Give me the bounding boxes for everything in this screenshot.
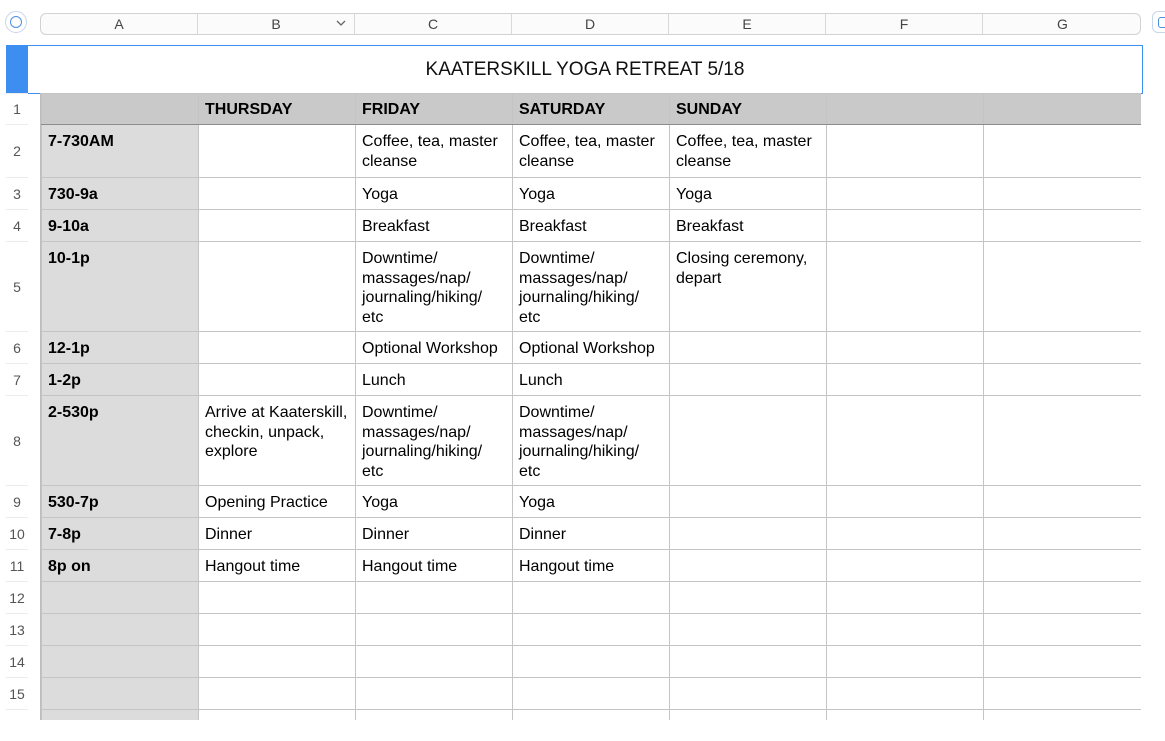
- row-number[interactable]: [6, 709, 28, 741]
- column-header-ruler: [40, 13, 1141, 35]
- schedule-cell[interactable]: Hangout time: [199, 550, 356, 582]
- schedule-cell[interactable]: [984, 332, 1142, 364]
- schedule-cell[interactable]: [984, 125, 1142, 178]
- table-row: [42, 125, 1142, 178]
- title-row-selector[interactable]: [6, 45, 28, 93]
- table-row: [42, 518, 1142, 550]
- schedule-cell[interactable]: [827, 518, 984, 550]
- schedule-cell[interactable]: Lunch: [356, 364, 513, 396]
- schedule-cell[interactable]: Yoga: [356, 486, 513, 518]
- schedule-cell[interactable]: [199, 364, 356, 396]
- schedule-cell[interactable]: Breakfast: [670, 210, 827, 242]
- table-select-button[interactable]: [5, 11, 27, 33]
- schedule-cell[interactable]: Lunch: [513, 364, 670, 396]
- circle-icon: [10, 16, 22, 28]
- schedule-cell[interactable]: Downtime/ massages/nap/ journaling/hiking/ etc: [356, 396, 513, 486]
- schedule-cell[interactable]: [670, 550, 827, 582]
- schedule-cell[interactable]: [827, 178, 984, 210]
- row-number[interactable]: 12: [6, 581, 28, 613]
- schedule-cell[interactable]: [513, 646, 670, 678]
- schedule-cell[interactable]: [984, 678, 1142, 710]
- day-header-cell[interactable]: [984, 94, 1142, 125]
- schedule-cell[interactable]: [199, 582, 356, 614]
- schedule-cell[interactable]: Dinner: [513, 518, 670, 550]
- time-slot-cell[interactable]: 530-7p: [42, 486, 199, 518]
- schedule-cell[interactable]: [827, 364, 984, 396]
- time-slot-cell[interactable]: [42, 710, 199, 721]
- schedule-table: [41, 93, 1141, 720]
- table-row: [42, 242, 1142, 332]
- row-number[interactable]: 11: [6, 549, 28, 581]
- schedule-cell[interactable]: [827, 678, 984, 710]
- schedule-cell[interactable]: [513, 710, 670, 721]
- header-row: [42, 94, 1142, 125]
- table-row: [42, 678, 1142, 710]
- schedule-cell[interactable]: [984, 550, 1142, 582]
- schedule-cell[interactable]: [984, 242, 1142, 332]
- schedule-cell[interactable]: [827, 486, 984, 518]
- spreadsheet-grid: [40, 93, 1141, 720]
- schedule-cell[interactable]: [984, 210, 1142, 242]
- schedule-cell[interactable]: Opening Practice: [199, 486, 356, 518]
- schedule-cell[interactable]: [199, 332, 356, 364]
- table-row: [42, 710, 1142, 721]
- schedule-cell[interactable]: [984, 396, 1142, 486]
- schedule-cell[interactable]: [513, 582, 670, 614]
- row-number[interactable]: 13: [6, 613, 28, 645]
- time-slot-cell[interactable]: 12-1p: [42, 332, 199, 364]
- row-number[interactable]: 7: [6, 363, 28, 395]
- schedule-cell[interactable]: [670, 678, 827, 710]
- schedule-cell[interactable]: [827, 242, 984, 332]
- schedule-cell[interactable]: [670, 614, 827, 646]
- time-slot-cell[interactable]: 730-9a: [42, 178, 199, 210]
- schedule-cell[interactable]: Dinner: [356, 518, 513, 550]
- table-row: [42, 332, 1142, 364]
- schedule-cell[interactable]: [670, 710, 827, 721]
- schedule-cell[interactable]: [356, 646, 513, 678]
- table-row: [42, 550, 1142, 582]
- day-header-cell[interactable]: SUNDAY: [670, 94, 827, 125]
- table-row: [42, 614, 1142, 646]
- schedule-cell[interactable]: [827, 710, 984, 721]
- day-header-cell[interactable]: THURSDAY: [199, 94, 356, 125]
- schedule-cell[interactable]: [827, 550, 984, 582]
- schedule-cell[interactable]: [984, 614, 1142, 646]
- schedule-cell[interactable]: [356, 678, 513, 710]
- schedule-cell[interactable]: Optional Workshop: [356, 332, 513, 364]
- row-number[interactable]: 15: [6, 677, 28, 709]
- time-slot-cell[interactable]: 7-8p: [42, 518, 199, 550]
- table-row: [42, 178, 1142, 210]
- schedule-cell[interactable]: [199, 646, 356, 678]
- table-row: [42, 210, 1142, 242]
- time-slot-cell[interactable]: 1-2p: [42, 364, 199, 396]
- schedule-cell[interactable]: [670, 486, 827, 518]
- column-header-f[interactable]: F: [826, 14, 983, 34]
- schedule-cell[interactable]: [827, 396, 984, 486]
- chevron-down-icon[interactable]: [335, 17, 347, 29]
- schedule-cell[interactable]: [984, 582, 1142, 614]
- time-slot-cell[interactable]: 2-530p: [42, 396, 199, 486]
- schedule-cell[interactable]: [670, 518, 827, 550]
- schedule-cell[interactable]: Downtime/ massages/nap/ journaling/hiking/ etc: [513, 396, 670, 486]
- schedule-cell[interactable]: [356, 614, 513, 646]
- schedule-cell[interactable]: [984, 710, 1142, 721]
- schedule-cell[interactable]: Closing ceremony, depart: [670, 242, 827, 332]
- table-options-button[interactable]: [1152, 11, 1165, 33]
- row-number[interactable]: 6: [6, 331, 28, 363]
- schedule-cell[interactable]: [199, 678, 356, 710]
- schedule-cell[interactable]: Downtime/ massages/nap/ journaling/hiking/ etc: [356, 242, 513, 332]
- schedule-cell[interactable]: [199, 710, 356, 721]
- schedule-cell[interactable]: [199, 614, 356, 646]
- schedule-cell[interactable]: [199, 178, 356, 210]
- schedule-cell[interactable]: [827, 582, 984, 614]
- schedule-cell[interactable]: Dinner: [199, 518, 356, 550]
- schedule-cell[interactable]: [984, 364, 1142, 396]
- schedule-cell[interactable]: [199, 242, 356, 332]
- table-row: [42, 396, 1142, 486]
- rounded-square-icon: [1158, 17, 1165, 28]
- schedule-cell[interactable]: Coffee, tea, master cleanse: [670, 125, 827, 178]
- schedule-cell[interactable]: [984, 518, 1142, 550]
- day-header-cell[interactable]: SATURDAY: [513, 94, 670, 125]
- time-slot-cell[interactable]: 7-730AM: [42, 125, 199, 178]
- column-header-g[interactable]: G: [1057, 16, 1068, 32]
- schedule-cell[interactable]: [827, 646, 984, 678]
- schedule-cell[interactable]: [827, 210, 984, 242]
- schedule-cell[interactable]: [199, 210, 356, 242]
- schedule-cell[interactable]: [670, 396, 827, 486]
- row-number[interactable]: 3: [6, 177, 28, 209]
- schedule-cell[interactable]: Arrive at Kaaterskill, checkin, unpack, explore: [199, 396, 356, 486]
- schedule-cell[interactable]: [827, 614, 984, 646]
- table-row: [42, 364, 1142, 396]
- schedule-cell[interactable]: Breakfast: [513, 210, 670, 242]
- time-slot-cell[interactable]: [42, 582, 199, 614]
- schedule-cell[interactable]: Optional Workshop: [513, 332, 670, 364]
- time-slot-cell[interactable]: [42, 614, 199, 646]
- day-header-cell[interactable]: [827, 94, 984, 125]
- schedule-cell[interactable]: Yoga: [513, 486, 670, 518]
- column-header-a[interactable]: A: [41, 14, 198, 34]
- schedule-cell[interactable]: Hangout time: [513, 550, 670, 582]
- schedule-cell[interactable]: Coffee, tea, master cleanse: [356, 125, 513, 178]
- day-header-cell[interactable]: FRIDAY: [356, 94, 513, 125]
- schedule-cell[interactable]: [356, 582, 513, 614]
- table-row: [42, 582, 1142, 614]
- row-number[interactable]: 2: [6, 124, 28, 177]
- schedule-cell[interactable]: [670, 332, 827, 364]
- column-header-c[interactable]: C: [355, 14, 512, 34]
- time-slot-cell[interactable]: 9-10a: [42, 210, 199, 242]
- row-number[interactable]: 8: [6, 395, 28, 485]
- table-title[interactable]: KAATERSKILL YOGA RETREAT 5/18: [27, 45, 1143, 94]
- schedule-cell[interactable]: [513, 614, 670, 646]
- schedule-cell[interactable]: [670, 364, 827, 396]
- table-row: [42, 646, 1142, 678]
- schedule-cell[interactable]: [670, 646, 827, 678]
- schedule-cell[interactable]: [827, 332, 984, 364]
- time-slot-cell[interactable]: 8p on: [42, 550, 199, 582]
- column-header-e[interactable]: E: [669, 14, 826, 34]
- time-slot-cell[interactable]: [42, 678, 199, 710]
- table-row: [42, 486, 1142, 518]
- row-number[interactable]: 1: [6, 93, 28, 124]
- time-slot-cell[interactable]: 10-1p: [42, 242, 199, 332]
- row-number[interactable]: 9: [6, 485, 28, 517]
- schedule-cell[interactable]: Downtime/ massages/nap/ journaling/hiking/ etc: [513, 242, 670, 332]
- schedule-cell[interactable]: [513, 678, 670, 710]
- schedule-cell[interactable]: [984, 486, 1142, 518]
- column-header-b[interactable]: B: [198, 14, 355, 34]
- schedule-cell[interactable]: Breakfast: [356, 210, 513, 242]
- time-slot-cell[interactable]: [42, 646, 199, 678]
- row-number[interactable]: 14: [6, 645, 28, 677]
- schedule-cell[interactable]: [670, 582, 827, 614]
- row-number[interactable]: 5: [6, 241, 28, 331]
- row-number[interactable]: 10: [6, 517, 28, 549]
- schedule-cell[interactable]: Coffee, tea, master cleanse: [513, 125, 670, 178]
- schedule-cell[interactable]: [199, 125, 356, 178]
- header-corner-cell[interactable]: [42, 94, 199, 125]
- schedule-cell[interactable]: Yoga: [356, 178, 513, 210]
- schedule-cell[interactable]: Yoga: [513, 178, 670, 210]
- schedule-cell[interactable]: Yoga: [670, 178, 827, 210]
- schedule-cell[interactable]: [984, 178, 1142, 210]
- schedule-cell[interactable]: [356, 710, 513, 721]
- schedule-cell[interactable]: [827, 125, 984, 178]
- column-header-d[interactable]: D: [512, 14, 669, 34]
- row-number[interactable]: 4: [6, 209, 28, 241]
- schedule-cell[interactable]: [984, 646, 1142, 678]
- schedule-cell[interactable]: Hangout time: [356, 550, 513, 582]
